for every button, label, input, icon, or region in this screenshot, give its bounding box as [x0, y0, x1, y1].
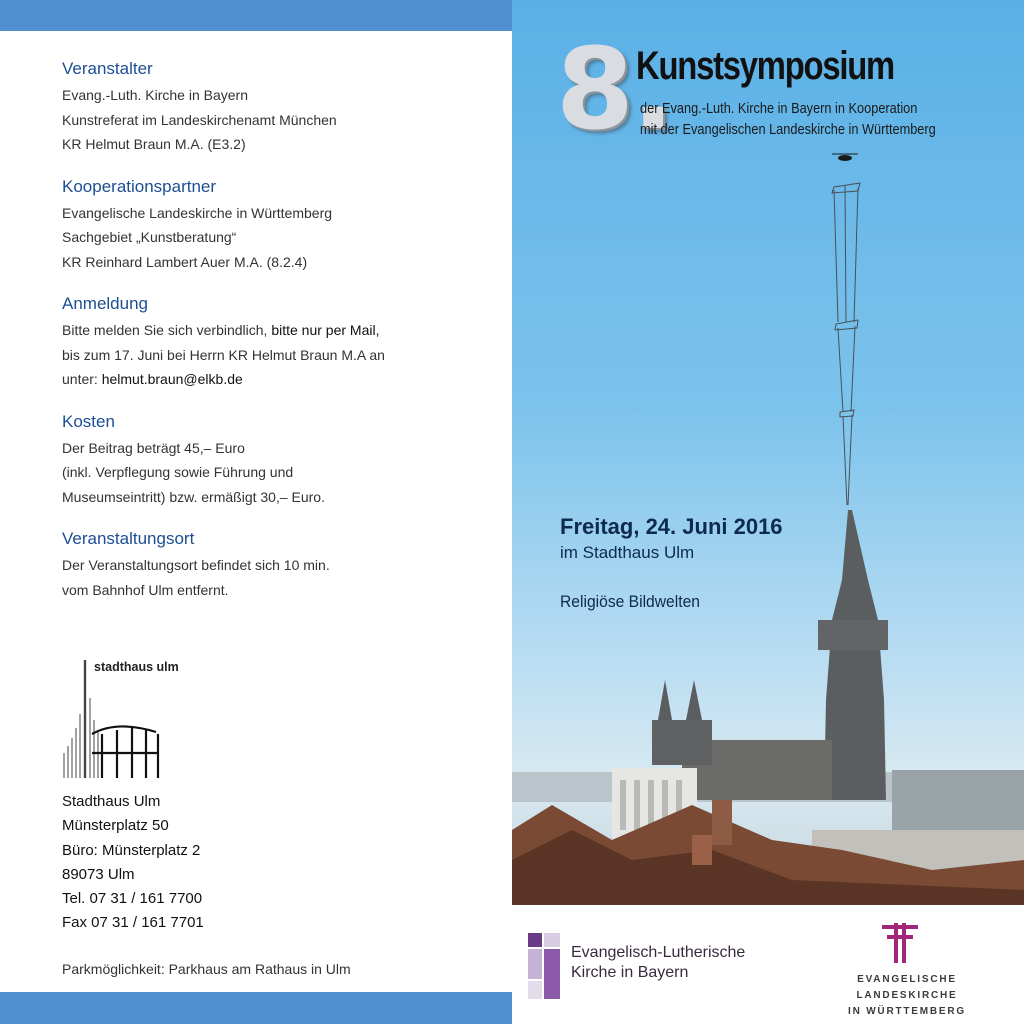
section-line: Sachgebiet „Kunstberatung“ — [62, 229, 237, 245]
email-link[interactable]: helmut.braun@elkb.de — [101, 371, 243, 387]
registration-text: Bitte melden Sie sich verbindlich, — [62, 322, 272, 338]
phone-line: Tel. 07 31 / 161 7700 — [62, 890, 203, 908]
section-title: Kooperationspartner — [62, 176, 217, 196]
section-title: Veranstalter — [62, 59, 153, 78]
parking-note: Parkmöglichkeit: Parkhaus am Rathaus in Ulm — [62, 961, 351, 977]
elkb-logo-line: Evangelisch-Lutherische — [571, 944, 746, 961]
info-sections — [62, 58, 502, 621]
cover-photo-sky — [512, 0, 1024, 905]
stadthaus-logo-icon — [62, 658, 202, 783]
section-title: Anmeldung — [62, 294, 149, 313]
section-line: Museumseintritt) bzw. ermäßigt 30,– Euro. — [62, 488, 325, 505]
cover-subtitle — [640, 99, 936, 141]
section-registration — [62, 293, 502, 392]
section-line: Der Veranstaltungsort befindet sich 10 min. — [62, 557, 330, 573]
registration-emphasis: bitte nur per Mail, — [271, 322, 380, 338]
hanging-sculpture — [832, 183, 860, 505]
section-line: Evangelische Landeskirche in Württemberg — [62, 204, 333, 221]
cross-icon — [882, 923, 918, 963]
elkb-logo-line: Kirche in Bayern — [571, 964, 689, 981]
helicopter-icon — [832, 154, 858, 161]
registration-text: unter: — [62, 371, 102, 387]
subtitle-line: der Evang.-Luth. Kirche in Bayern in Kooperation — [640, 101, 918, 117]
subtitle-line: mit der Evangelischen Landeskirche in Württemberg — [640, 122, 936, 138]
bottom-accent-bar — [0, 992, 512, 1024]
section-line: KR Reinhard Lambert Auer M.A. (8.2.4) — [62, 253, 308, 270]
section-location — [62, 528, 502, 602]
section-line: Evang.-Luth. Kirche in Bayern — [62, 87, 248, 103]
section-title: Veranstaltungsort — [62, 529, 195, 548]
cover-panel — [512, 0, 1024, 1024]
elkw-logo-text — [812, 972, 1002, 1020]
top-accent-bar — [0, 0, 512, 31]
address-line: Münsterplatz 50 — [62, 817, 169, 835]
event-venue: im Stadthaus Ulm — [560, 543, 695, 562]
address-block — [62, 790, 204, 936]
elkb-logo-icon — [528, 933, 562, 999]
section-line: vom Bahnhof Ulm entfernt. — [62, 581, 229, 598]
section-line — [62, 367, 502, 392]
elkw-logo-line: IN WÜRTTEMBERG — [848, 1006, 966, 1017]
edition-number: 8. — [556, 25, 673, 155]
logos-bar — [512, 905, 1024, 1024]
fax-line: Fax 07 31 / 161 7701 — [62, 914, 204, 932]
section-line: (inkl. Verpflegung sowie Führung und — [62, 464, 294, 480]
stadthaus-ulm-logo — [62, 658, 202, 783]
section-organizer — [62, 58, 502, 157]
cover-title: Kunstsymposium — [636, 44, 894, 88]
address-line: Büro: Münsterplatz 2 — [62, 841, 201, 859]
section-title: Kosten — [62, 411, 115, 431]
section-costs — [62, 411, 502, 510]
section-line: Kunstreferat im Landeskirchenamt München — [62, 111, 337, 128]
event-date: Freitag, 24. Juni 2016 — [560, 514, 783, 539]
section-line: Der Beitrag beträgt 45,– Euro — [62, 439, 245, 456]
event-theme: Religiöse Bildwelten — [560, 592, 700, 611]
address-line: Stadthaus Ulm — [62, 793, 161, 810]
stadthaus-logo-text: stadthaus ulm — [94, 660, 179, 674]
elkb-logo-text — [571, 943, 745, 983]
address-line: 89073 Ulm — [62, 865, 135, 883]
section-line — [62, 318, 502, 343]
section-line: KR Helmut Braun M.A. (E3.2) — [62, 136, 246, 152]
section-partner — [62, 176, 502, 275]
section-line: bis zum 17. Juni bei Herrn KR Helmut Braun M.A an — [62, 346, 385, 363]
elkw-logo-line: EVANGELISCHE LANDESKIRCHE — [856, 974, 958, 1001]
